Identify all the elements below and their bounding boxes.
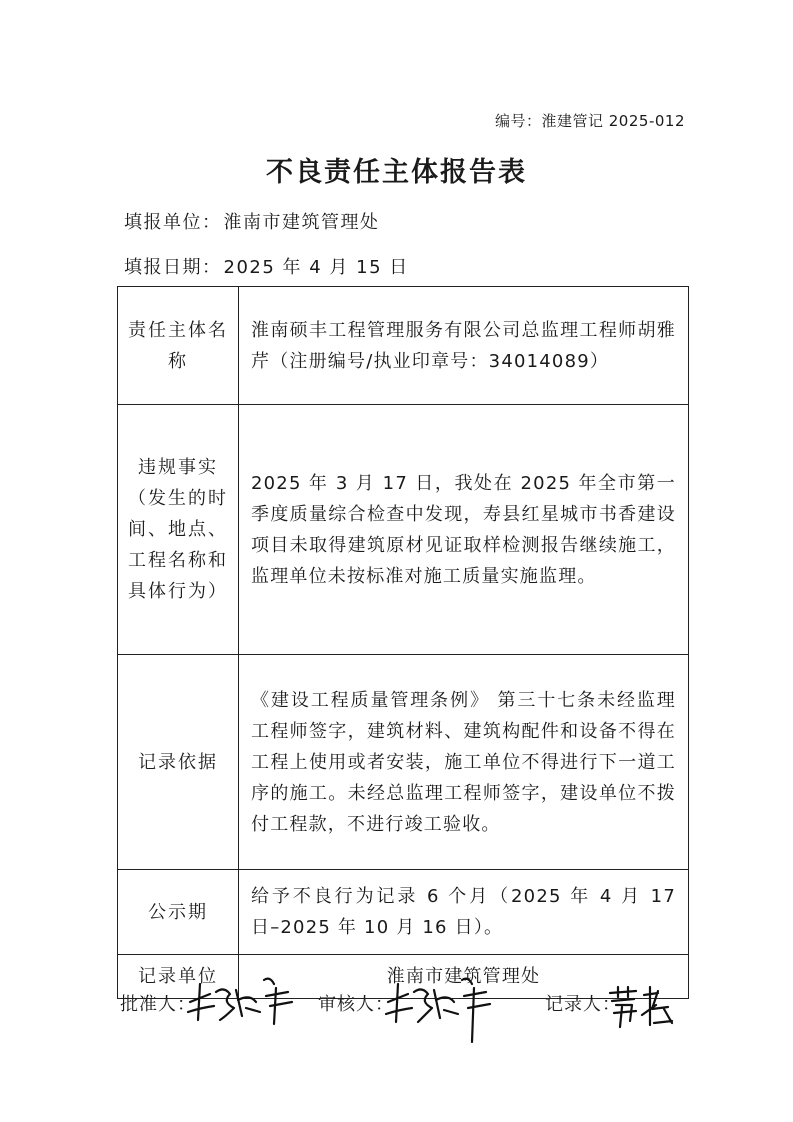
reporting-date-label: 填报日期： (124, 257, 222, 278)
fact-label: 违规事实（发生的时间、地点、工程名称和具体行为） (118, 405, 239, 655)
recorder-label: 记录人： (545, 994, 621, 1015)
approver-label: 批准人： (120, 994, 196, 1015)
table-row-fact (118, 405, 689, 655)
approver-signature (180, 972, 300, 1027)
recorder-signature (606, 985, 676, 1030)
reviewer-label: 审核人： (318, 994, 394, 1015)
report-table (117, 286, 689, 999)
reporting-date-line (124, 253, 409, 279)
reporting-unit-line (124, 208, 380, 234)
fact-value: 2025 年 3 月 17 日，我处在 2025 年全市第一季度质量综合检查中发现，寿县红星城市书香建设项目未取得建筑原材见证取样检测报告继续施工，监理单位未按标准对施工质量实施监理。 (239, 405, 689, 655)
table-row-basis (118, 655, 689, 870)
period-value: 给予不良行为记录 6 个月（2025 年 4 月 17 日–2025 年 10 月 16 日）。 (239, 870, 689, 955)
basis-value: 《建设工程质量管理条例》 第三十七条未经监理工程师签字，建筑材料、建筑构配件和设备不得在工程上使用或者安装，施工单位不得进行下一道工序的施工。未经总监理工程师签字，建设单位不拨付工程款，不进行竣工验收。 (239, 655, 689, 870)
subject-label: 责任主体名称 (118, 287, 239, 405)
reporting-date-value: 2025 年 4 月 15 日 (223, 257, 409, 278)
document-number: 编号：淮建管记 2025-012 (495, 112, 685, 130)
record-unit-value: 淮南市建筑管理处 (239, 955, 689, 999)
basis-label: 记录依据 (118, 655, 239, 870)
reviewer-signature (378, 972, 498, 1047)
page-title: 不良责任主体报告表 (266, 157, 527, 188)
period-label: 公示期 (118, 870, 239, 955)
table-row-subject (118, 287, 689, 405)
subject-value: 淮南硕丰工程管理服务有限公司总监理工程师胡雅芹（注册编号/执业印章号：34014089） (239, 287, 689, 405)
reporting-unit-label: 填报单位： (124, 212, 222, 233)
record-unit-label: 记录单位 (118, 955, 239, 999)
table-row-period (118, 870, 689, 955)
reporting-unit-value: 淮南市建筑管理处 (223, 212, 380, 233)
